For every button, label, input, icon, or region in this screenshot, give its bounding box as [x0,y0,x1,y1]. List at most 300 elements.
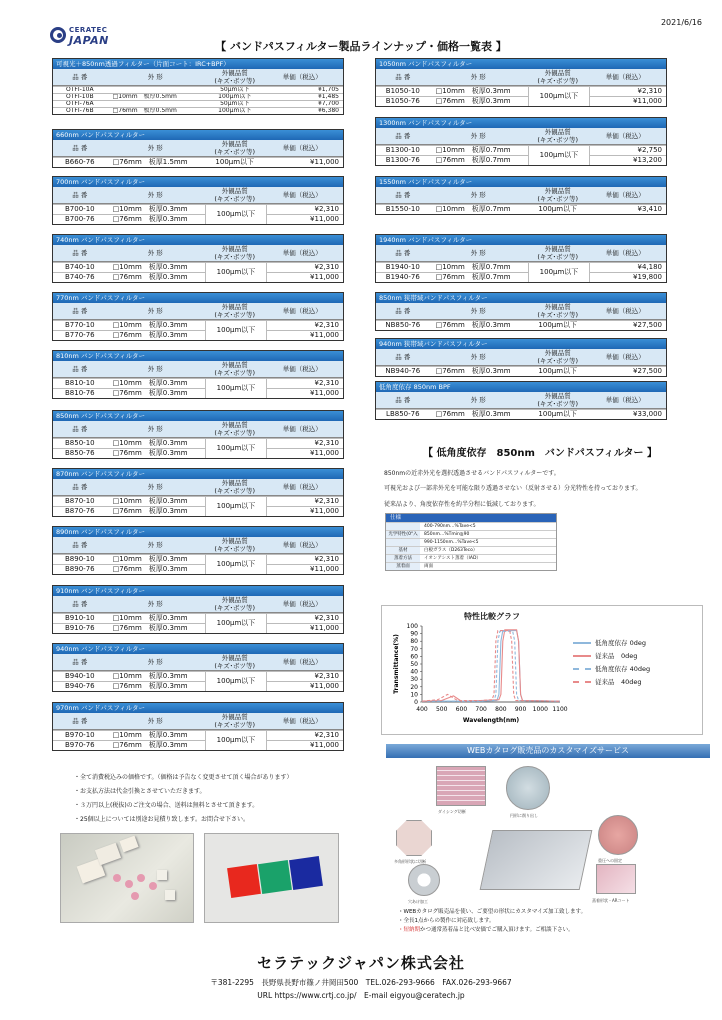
table-header [53,69,343,86]
header-grade [204,140,266,156]
table-row [53,330,343,340]
product-shape: □76mm 板厚0.3mm [112,449,188,457]
product-code: B1300-76 [385,156,420,164]
header-price: 単価（税込） [605,353,645,361]
web-note-3 [398,926,586,935]
table-caption: 770nm バンドパスフィルター [53,293,343,303]
product-shape: □76mm 板厚1.5mm [112,158,188,166]
table-row [53,623,343,633]
price-table-left-2 [52,176,344,225]
product-shape: □10mm 板厚0.3mm [112,263,188,271]
table-header [53,713,343,730]
product-price: ¥11,000 [310,624,339,632]
product-price: ¥11,000 [310,273,339,281]
table-caption: 970nm バンドパスフィルター [53,703,343,713]
product-code: B940-10 [65,672,95,680]
product-code: B770-10 [65,321,95,329]
price-table-right-2 [375,176,667,215]
spec-key [386,539,420,546]
spec-row [386,530,556,538]
product-code: B700-76 [65,215,95,223]
price-table-left-4 [52,292,344,341]
dicing-photo [436,766,486,806]
header-code: 品 番 [72,425,88,433]
table-header [376,392,666,409]
product-grade: 100μm以下 [538,367,578,375]
header-grade [204,303,266,319]
header-code: 品 番 [395,353,411,361]
legend-swatch [573,681,591,683]
header-grade [527,128,589,144]
product-shape: □76mm 板厚0.3mm [112,507,188,515]
table-header [376,245,666,262]
header-grade [204,654,266,670]
logo-line2: JAPAN [69,34,109,47]
table-header [53,361,343,378]
header-price: 単価（税込） [605,307,645,315]
spec-value: イオンアシスト蒸着（IAD） [424,556,481,561]
y-tick-label: 40 [410,668,418,676]
table-row [376,409,666,419]
product-code: B660-76 [65,158,95,166]
table-row [376,145,666,155]
product-grade-merged: 100μm以下 [205,497,267,516]
product-price: ¥2,310 [314,555,339,563]
spec-value: 990-1150nm…%Tave<5 [424,540,479,545]
header-grade-line2: (キズ･ボツ等) [214,604,256,612]
product-shape: □10mm 板厚0.7mm [435,146,511,154]
product-shape: □76mm 板厚0.7mm [435,273,511,281]
header-price: 単価（税込） [282,191,322,199]
product-grade: 100μm以下 [218,108,252,114]
table-caption: 低角度依存 850nm BPF [376,382,666,392]
price-table-left-10 [52,643,344,692]
series-line-0 [422,631,560,702]
table-caption: 910nm バンドパスフィルター [53,586,343,596]
header-grade-line2: (キズ･ボツ等) [537,195,579,203]
product-price: ¥6,380 [317,108,339,114]
y-tick-label: 90 [410,630,418,638]
product-shape: □76mm 板厚0.3mm [435,321,511,329]
header-shape: 外 形 [147,249,163,257]
header-code: 品 番 [72,483,88,491]
product-code: OTFI-76A [66,101,94,107]
table-caption: 1050nm バンドパスフィルター [376,59,666,69]
header-grade-line2: (キズ･ボツ等) [537,357,579,365]
price-table-left-6 [52,410,344,459]
header-grade-line1: 外観品質 [221,421,248,429]
header-grade-line1: 外観品質 [544,245,571,253]
table-row [376,262,666,272]
spec-row [386,546,556,554]
header-price: 単価（税込） [282,73,322,81]
product-price: ¥7,700 [317,101,339,107]
header-grade-line1: 外観品質 [221,69,248,77]
table-header [53,654,343,671]
chart-title: 特性比較グラフ [464,612,520,621]
base-plate-photo [480,830,593,890]
product-code: B910-76 [65,624,95,632]
header-shape: 外 形 [147,73,163,81]
table-row [53,438,343,448]
note-3: ・３万円以上(税抜)のご注文の場合、送料は無料とさせて頂きます。 [74,802,259,809]
table-row [53,93,343,100]
header-grade-line2: (キズ･ボツ等) [537,400,579,408]
spec-row [386,538,556,546]
table-caption: 940nm 狭帯域バンドパスフィルター [376,339,666,349]
header-shape: 外 形 [470,73,486,81]
table-row [53,214,343,224]
web-notes [398,908,586,935]
header-grade-line1: 外観品質 [221,361,248,369]
caption-dicing: ダイシング切断 [438,809,466,814]
product-shape: □76mm 板厚0.3mm [112,273,188,281]
x-tick-label: 1100 [552,706,568,713]
table-header [53,537,343,554]
product-price: ¥11,000 [310,741,339,749]
table-caption: 810nm バンドパスフィルター [53,351,343,361]
product-grade-merged: 100μm以下 [205,439,267,458]
header-grade [204,596,266,612]
table-header [53,140,343,157]
header-shape: 外 形 [470,132,486,140]
table-header [376,69,666,86]
product-shape: □76mm 板厚0.3mm [112,741,188,749]
product-price: ¥19,800 [633,273,662,281]
product-price: ¥2,750 [637,146,662,154]
header-shape: 外 形 [147,658,163,666]
header-grade [527,349,589,365]
header-grade-line2: (キズ･ボツ等) [214,311,256,319]
chart-legend [573,636,650,688]
header-code: 品 番 [395,307,411,315]
x-tick-label: 600 [455,706,468,713]
y-tick-label: 60 [410,653,418,661]
price-table-left-0 [52,58,344,115]
product-grade-merged: 100μm以下 [205,379,267,398]
product-shape: □10mm 板厚0.3mm [112,731,188,739]
document-date: 2021/6/16 [660,18,702,27]
note-1: ・全て消費税込みの価格です。（価格は予告なく変更させて頂く場合があります） [74,774,293,781]
header-grade-line1: 外観品質 [544,349,571,357]
spec-value: 850nm…%Tmin≧90 [424,532,470,537]
spec-key [386,523,420,530]
product-code: B1050-10 [385,87,420,95]
product-code: B890-76 [65,565,95,573]
table-caption: 可視光＋850nm透過フィルター（片面コート：IRC+BPF） [53,59,343,69]
legend-label: 低角度依存 0deg [595,639,646,647]
spec-row [386,522,556,530]
header-grade-line2: (キズ･ボツ等) [214,195,256,203]
x-axis-label: Wavelength(nm) [462,717,520,724]
table-row [53,730,343,740]
product-code: B740-76 [65,273,95,281]
legend-item [573,649,650,662]
table-row [53,272,343,282]
product-code: OTFI-10A [66,87,94,93]
header-shape: 外 形 [147,365,163,373]
product-code: B770-76 [65,331,95,339]
header-shape: 外 形 [470,353,486,361]
header-code: 品 番 [395,191,411,199]
legend-item [573,675,650,688]
table-row [376,204,666,214]
header-grade-line2: (キズ･ボツ等) [537,77,579,85]
header-code: 品 番 [72,365,88,373]
terms-notes [74,771,293,827]
product-code: B970-10 [65,731,95,739]
table-row [53,388,343,398]
x-tick-label: 900 [514,706,527,713]
product-shape: □10mm 板厚0.3mm [112,497,188,505]
product-price: ¥11,000 [310,331,339,339]
product-price: ¥2,310 [314,379,339,387]
table-row [53,740,343,750]
table-header [53,187,343,204]
header-price: 単価（税込） [282,307,322,315]
product-code: B1940-76 [385,273,420,281]
price-table-left-3 [52,234,344,283]
product-price: ¥2,310 [314,672,339,680]
price-table-left-7 [52,468,344,517]
spec-header: 仕様 [386,514,556,522]
y-tick-label: 80 [410,638,418,646]
y-tick-label: 50 [410,661,418,668]
product-shape: □76mm 板厚0.3mm [112,565,188,573]
legend-swatch [573,668,591,670]
product-code: B700-10 [65,205,95,213]
header-shape: 外 形 [147,191,163,199]
product-code: B890-10 [65,555,95,563]
product-grade: 100μm以下 [538,321,578,329]
price-table-right-0 [375,58,667,107]
table-row [53,204,343,214]
note-4: ・25個以上については別途お見積り致します。お問合せ下さい。 [74,816,250,823]
product-price: ¥11,000 [310,507,339,515]
product-shape [107,101,204,107]
header-code: 品 番 [72,658,88,666]
product-price: ¥11,000 [633,97,662,105]
product-shape: □10mm 板厚0.3mm [112,379,188,387]
header-price: 単価（税込） [605,191,645,199]
header-grade-line1: 外観品質 [544,187,571,195]
product-code: B870-76 [65,507,95,515]
product-code: B870-10 [65,497,95,505]
header-grade-line2: (キズ･ボツ等) [214,662,256,670]
header-shape: 外 形 [147,425,163,433]
header-shape: 外 形 [470,191,486,199]
product-shape: □76mm 板厚0.3mm [435,97,511,105]
y-tick-label: 100 [406,623,418,630]
header-grade-line1: 外観品質 [221,713,248,721]
header-price: 単価（税込） [282,541,322,549]
product-shape: □76mm 板厚0.5mm [112,108,177,114]
header-grade [527,392,589,408]
header-grade-line1: 外観品質 [221,245,248,253]
header-code: 品 番 [395,396,411,404]
header-price: 単価（税込） [282,365,322,373]
header-code: 品 番 [395,73,411,81]
product-shape: □76mm 板厚0.3mm [435,367,511,375]
header-price: 単価（税込） [605,396,645,404]
legend-label: 従来品 0deg [595,652,638,660]
product-grade-merged: 100μm以下 [205,555,267,574]
header-grade-line1: 外観品質 [221,187,248,195]
table-row [53,681,343,691]
product-price: ¥1,705 [317,87,339,93]
legend-item [573,662,650,675]
product-code: B850-76 [65,449,95,457]
header-price: 単価（税込） [282,658,322,666]
header-price: 単価（税込） [282,425,322,433]
header-grade [204,69,266,85]
product-code: OTFI-76B [66,108,94,114]
table-caption: 1300nm バンドパスフィルター [376,118,666,128]
hole-photo [408,864,440,896]
header-grade [527,69,589,85]
header-grade-line1: 外観品質 [221,479,248,487]
y-tick-label: 10 [410,691,418,699]
product-shape: □10mm 板厚0.3mm [112,614,188,622]
spec-key: 蒸着方法 [386,555,420,562]
table-caption: 890nm バンドパスフィルター [53,527,343,537]
header-code: 品 番 [72,541,88,549]
product-code: B810-10 [65,379,95,387]
header-shape: 外 形 [470,249,486,257]
header-grade-line1: 外観品質 [221,537,248,545]
header-shape: 外 形 [147,483,163,491]
product-price: ¥11,000 [310,565,339,573]
header-grade [204,479,266,495]
table-row [53,320,343,330]
table-row [53,564,343,574]
table-caption: 940nm バンドパスフィルター [53,644,343,654]
product-price: ¥11,000 [310,449,339,457]
table-row [53,671,343,681]
product-code: B910-10 [65,614,95,622]
product-grade-merged: 100μm以下 [528,263,590,282]
spec-value: 両面 [424,564,433,569]
price-table-left-5 [52,350,344,399]
product-price: ¥11,000 [310,158,339,166]
header-shape: 外 形 [147,307,163,315]
note-2: ・お支払方法は代金引換とさせていただきます。 [74,788,206,795]
product-shape: □10mm 板厚0.7mm [435,205,511,213]
table-caption: 850nm 狭帯域バンドパスフィルター [376,293,666,303]
table-row [53,554,343,564]
header-grade [204,537,266,553]
table-row [376,272,666,282]
product-code: B740-10 [65,263,95,271]
table-header [53,596,343,613]
product-code: LB850-76 [386,410,420,418]
product-code: B1050-76 [385,97,420,105]
price-table-left-8 [52,526,344,575]
product-grade-merged: 100μm以下 [205,672,267,691]
web-note-2: ・全長1点からの製作に対応致します。 [398,918,495,924]
header-grade-line2: (キズ･ボツ等) [214,545,256,553]
header-shape: 外 形 [470,307,486,315]
price-table-right-5 [375,338,667,377]
header-grade-line2: (キズ･ボツ等) [214,77,256,85]
table-row [376,320,666,330]
chart-svg [382,606,704,736]
product-price: ¥13,200 [633,156,662,164]
table-row [376,155,666,165]
product-shape: □10mm 板厚0.3mm [112,205,188,213]
caption-hole: 穴あけ加工 [408,899,428,904]
product-shape: □10mm 板厚0.3mm [112,555,188,563]
series-line-3 [422,631,560,702]
product-shape: □10mm 板厚0.3mm [112,672,188,680]
header-grade-line2: (キズ･ボツ等) [537,311,579,319]
spec-table [385,513,557,571]
section-desc-3: 従来品より、角度依存性を約半分程に低減しております。 [384,501,540,508]
header-shape: 外 形 [147,600,163,608]
company-address: 〒381-2295 長野県長野市篠ノ井岡田500 TEL.026-293-9666 FAX.026-293-9667 [210,978,512,987]
product-price: ¥3,410 [637,205,662,213]
product-price: ¥27,500 [633,321,662,329]
header-grade-line2: (キズ･ボツ等) [214,429,256,437]
header-code: 品 番 [395,132,411,140]
header-code: 品 番 [395,249,411,257]
table-header [376,349,666,366]
header-shape: 外 形 [147,541,163,549]
y-tick-label: 30 [410,676,418,684]
color-filters-photo [204,833,339,923]
product-price: ¥2,310 [314,263,339,271]
header-grade-line2: (キズ･ボツ等) [214,721,256,729]
product-price: ¥11,000 [310,215,339,223]
section-title: 【 低角度依存 850nm バンドパスフィルター 】 [423,448,657,459]
product-price: ¥2,310 [314,614,339,622]
table-caption: 660nm バンドパスフィルター [53,130,343,140]
product-price: ¥11,000 [310,682,339,690]
table-row [53,378,343,388]
legend-label: 低角度依存 40deg [595,665,651,673]
spec-value: 400-790nm…%Tave<5 [424,524,476,529]
header-code: 品 番 [72,717,88,725]
product-shape: □76mm 板厚0.3mm [435,410,511,418]
product-code: B940-76 [65,682,95,690]
header-code: 品 番 [72,144,88,152]
product-grade-merged: 100μm以下 [205,614,267,633]
product-price: ¥1,485 [317,94,339,100]
header-price: 単価（税込） [605,132,645,140]
product-code: NB850-76 [385,321,421,329]
web-note-3-text: かつ通常蒸着品と比べ安価でご購入頂けます。ご相談下さい。 [420,927,574,933]
series-line-2 [422,631,560,701]
header-price: 単価（税込） [282,249,322,257]
spec-key: 蒸着面 [386,563,420,570]
company-url: URL https://www.crtj.co.jp/ E-mail eigyou@ceratech.jp [257,991,465,1000]
table-row [53,262,343,272]
product-grade-merged: 100μm以下 [205,731,267,750]
header-grade-line2: (キズ･ボツ等) [537,253,579,261]
product-price: ¥2,310 [314,497,339,505]
spec-key: 基材 [386,547,420,554]
comparison-chart [381,605,703,735]
product-code: B810-76 [65,389,95,397]
caption-coating: 蒸着形状・ARコート [592,898,630,903]
table-caption: 850nm バンドパスフィルター [53,411,343,421]
web-note-3-highlight: ・短納期 [398,927,421,933]
table-row [53,613,343,623]
x-tick-label: 500 [435,706,448,713]
product-shape: □10mm 板厚0.5mm [112,94,177,100]
table-row [53,100,343,107]
fixing-photo [598,815,638,855]
